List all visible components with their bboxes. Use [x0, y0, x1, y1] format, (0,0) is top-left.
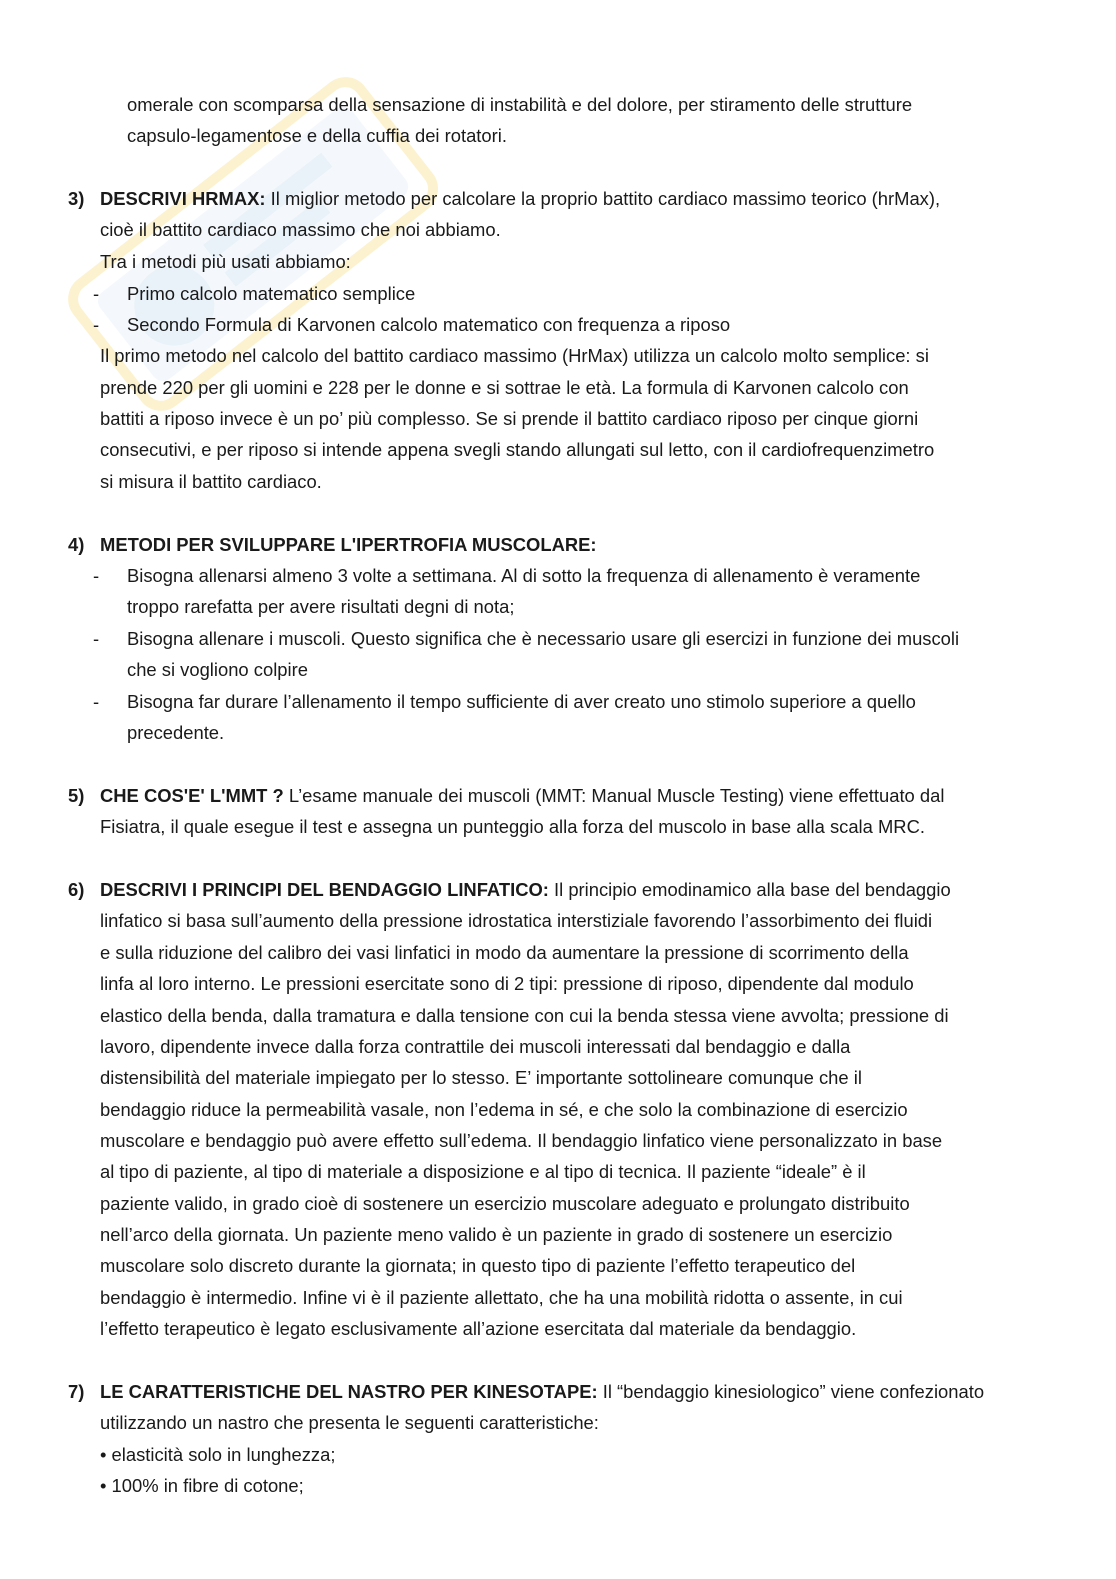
body-line: elastico della benda, dalla tramatura e dalla tensione con cui la benda stessa viene avvolta; pressione di: [100, 1005, 949, 1026]
section-6-heading-line: [100, 878, 951, 902]
body-line: bendaggio è intermedio. Infine vi è il paziente allettato, che ha una mobilità ridotta o assente, in cui: [100, 1287, 903, 1308]
list-dash: -: [93, 283, 100, 304]
body-line: utilizzando un nastro che presenta le seguenti caratteristiche:: [100, 1412, 599, 1433]
list-dash: -: [93, 314, 100, 335]
section-number: 3): [68, 188, 85, 209]
body-text: Il miglior metodo per calcolare la proprio battito cardiaco massimo teorico (hrMax),: [265, 188, 941, 209]
intro-line: capsulo-legamentose e della cuffia dei rotatori.: [127, 125, 507, 146]
section-number: 4): [68, 534, 85, 555]
list-item: Bisogna far durare l’allenamento il tempo sufficiente di aver creato uno stimolo superiore a quello: [127, 691, 916, 712]
section-title: LE CARATTERISTICHE DEL NASTRO PER KINESOTAPE:: [100, 1381, 598, 1402]
list-item: Secondo Formula di Karvonen calcolo matematico con frequenza a riposo: [127, 314, 731, 335]
section-title: METODI PER SVILUPPARE L'IPERTROFIA MUSCOLARE:: [100, 534, 597, 555]
section-number: 7): [68, 1381, 85, 1402]
bullet-item: • elasticità solo in lunghezza;: [100, 1444, 336, 1465]
body-line: cioè il battito cardiaco massimo che noi abbiamo.: [100, 219, 501, 240]
section-3-heading-line: [100, 187, 940, 211]
body-line: Tra i metodi più usati abbiamo:: [100, 251, 351, 272]
bullet-item: • 100% in fibre di cotone;: [100, 1475, 304, 1496]
list-item: Bisogna allenare i muscoli. Questo significa che è necessario usare gli esercizi in funzione dei muscoli: [127, 628, 960, 649]
body-text: L’esame manuale dei muscoli (MMT: Manual Muscle Testing) viene effettuato dal: [283, 785, 945, 806]
section-number: 5): [68, 785, 85, 806]
body-line: Fisiatra, il quale esegue il test e assegna un punteggio alla forza del muscolo in base alla scala MRC.: [100, 816, 925, 837]
list-dash: -: [93, 691, 100, 712]
body-text: Il principio emodinamico alla base del bendaggio: [548, 879, 951, 900]
body-line: linfatico si basa sull’aumento della pressione idrostatica interstiziale favorendo l’assorbimento dei fluidi: [100, 910, 933, 931]
list-item: Bisogna allenarsi almeno 3 volte a settimana. Al di sotto la frequenza di allenamento è veramente: [127, 565, 921, 586]
section-title: DESCRIVI I PRINCIPI DEL BENDAGGIO LINFATICO:: [100, 879, 549, 900]
section-number: 6): [68, 879, 85, 900]
body-line: bendaggio riduce la permeabilità vasale, non l’edema in sé, e che solo la combinazione di esercizio: [100, 1099, 908, 1120]
body-line: nell’arco della giornata. Un paziente meno valido è un paziente in grado di sostenere un esercizio: [100, 1224, 893, 1245]
body-line: consecutivi, e per riposo si intende appena svegli stando allungati sul letto, con il cardiofrequenzimetro: [100, 439, 935, 460]
body-line: muscolare e bendaggio può avere effetto sull’edema. Il bendaggio linfatico viene personalizzato in base: [100, 1130, 943, 1151]
section-5-heading-line: [100, 784, 944, 808]
body-line: linfa al loro interno. Le pressioni esercitate sono di 2 tipi: pressione di riposo, dipendente dal modulo: [100, 973, 914, 994]
body-line: battiti a riposo invece è un po’ più complesso. Se si prende il battito cardiaco riposo per cinque giorni: [100, 408, 919, 429]
intro-line: omerale con scomparsa della sensazione di instabilità e del dolore, per stiramento delle strutture: [127, 94, 913, 115]
list-dash: -: [93, 565, 100, 586]
body-text: Il “bendaggio kinesiologico” viene confezionato: [597, 1381, 985, 1402]
body-line: si misura il battito cardiaco.: [100, 471, 322, 492]
body-line: Il primo metodo nel calcolo del battito cardiaco massimo (HrMax) utilizza un calcolo molto semplice: si: [100, 345, 929, 366]
section-title: DESCRIVI HRMAX:: [100, 188, 266, 209]
body-line: distensibilità del materiale impiegato per lo stesso. E’ importante sottolineare comunque che il: [100, 1067, 862, 1088]
list-dash: -: [93, 628, 100, 649]
list-item: troppo rarefatta per avere risultati degni di nota;: [127, 596, 515, 617]
body-line: paziente valido, in grado cioè di sostenere un esercizio muscolare adeguato e prolungato distribuito: [100, 1193, 910, 1214]
list-item: che si vogliono colpire: [127, 659, 308, 680]
section-7-heading-line: [100, 1380, 984, 1404]
section-title: CHE COS'E' L'MMT ?: [100, 785, 284, 806]
body-line: lavoro, dipendente invece dalla forza contrattile dei muscoli interessati dal bendaggio e dalla: [100, 1036, 851, 1057]
body-line: al tipo di paziente, al tipo di materiale a disposizione e al tipo di tecnica. Il paziente “ideale” è il: [100, 1161, 866, 1182]
body-line: muscolare solo discreto durante la giornata; in questo tipo di paziente l’effetto terapeutico del: [100, 1255, 856, 1276]
list-item: Primo calcolo matematico semplice: [127, 283, 416, 304]
body-line: prende 220 per gli uomini e 228 per le donne e si sottrae le età. La formula di Karvonen calcolo con: [100, 377, 909, 398]
body-line: e sulla riduzione del calibro dei vasi linfatici in modo da aumentare la pressione di scorrimento della: [100, 942, 909, 963]
list-item: precedente.: [127, 722, 225, 743]
body-line: l’effetto terapeutico è legato esclusivamente all’azione esercitata dal materiale da bendaggio.: [100, 1318, 857, 1339]
